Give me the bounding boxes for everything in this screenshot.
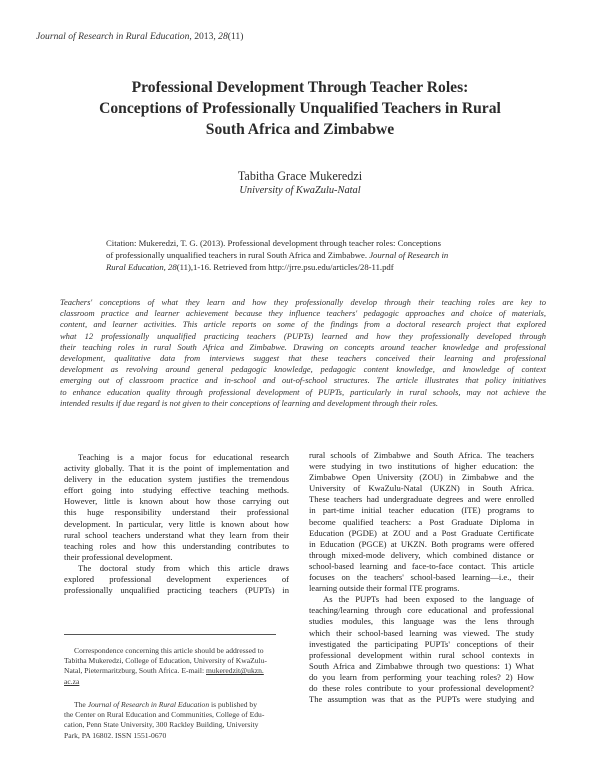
author-affiliation: University of KwaZulu-Natal xyxy=(239,185,361,196)
footnote-line: the Center on Rural Education and Communities, College of Edu- xyxy=(64,710,265,720)
body-line: do you learn from performing your teaching roles? 2) How xyxy=(309,671,534,682)
body-line: were studying in two institutions of higher education: the xyxy=(309,461,534,472)
body-line: The doctoral study from which this article draws xyxy=(78,562,289,573)
citation xyxy=(106,237,496,274)
body-column-left xyxy=(64,452,289,596)
body-line: However, little is known about how those carrying out xyxy=(64,496,289,507)
body-line: investigated the participating PUPTs' conceptions of their xyxy=(309,638,534,649)
abstract-line: development as revolving around general pedagogic knowledge, pedagogic content knowledge, and knowledge of context xyxy=(60,364,546,375)
footnote-line: Park, PA 16802. ISSN 1551-0670 xyxy=(64,730,167,740)
abstract-line: development, qualitative data from interviews suggest that these teachers conceived their learning and professional xyxy=(60,353,546,364)
body-line: development. In particular, very little is known about how xyxy=(64,518,289,529)
body-line: in part-time initial teacher education (ITE) programs to xyxy=(309,505,534,516)
abstract-line: Teachers' conceptions of what they learn and how they professionally develop through their teaching roles are key to xyxy=(60,297,546,307)
abstract xyxy=(60,297,546,409)
footnote-line xyxy=(64,700,276,710)
body-line: These teachers had undergraduate degrees and were enrolled xyxy=(309,494,534,505)
footnote-line xyxy=(64,677,276,687)
body-line: explored professional development experiences of xyxy=(64,574,289,585)
citation-line xyxy=(106,249,496,261)
body-line: As the PUPTs had been exposed to the language of xyxy=(323,594,534,605)
body-line: which their school-based learning was viewed. The study xyxy=(309,627,534,638)
footnote-divider xyxy=(64,634,276,635)
body-line: studies modules, this language was the lens through xyxy=(309,616,534,627)
journal-header xyxy=(36,31,243,42)
citation-journal-volume: Rural Education, 28 xyxy=(106,262,177,273)
email-link[interactable]: mukeredzit@ukzn. xyxy=(206,666,264,676)
body-line: activity globally. That it is the point of implementation and xyxy=(64,463,289,474)
title-line: Conceptions of Professionally Unqualified Teachers in Rural xyxy=(99,100,501,117)
footnote-journal-name: Journal of Research in Rural Education xyxy=(87,700,210,709)
body-line: focuses on the teachers' school-based learning—i.e., their xyxy=(309,572,534,583)
footnote-text: The xyxy=(74,700,88,709)
footnote-text: is published by xyxy=(209,700,258,709)
footnote-line: Tabitha Mukeredzi, College of Education, University of KwaZulu- xyxy=(64,656,267,666)
body-line: effort going into studying effective teaching methods. xyxy=(64,485,289,496)
body-line: South Africa and Zimbabwe through two questions: 1) What xyxy=(309,660,534,671)
body-line: rural schools of Zimbabwe and South Africa. The teachers xyxy=(309,450,534,460)
abstract-line: what 12 professionally unqualified practicing teachers (PUPTs) learned and how they professionally developed through xyxy=(60,330,546,341)
body-line: Teaching is a major focus for educational research xyxy=(78,452,289,462)
body-line: in Education (PGCE) at UKZN. Both programs were offered xyxy=(309,538,534,549)
body-column-right xyxy=(309,450,534,705)
citation-text: of professionally unqualified teachers in rural South Africa and Zimbabwe. xyxy=(106,250,370,261)
body-line: Zimbabwe Open University (ZOU) in Zimbabwe and the xyxy=(309,472,534,483)
email-link-continued[interactable]: ac.za xyxy=(64,676,80,686)
abstract-line: their teaching roles in rural South Africa and Zimbabwe. Drawing on concepts around teacher knowledge and professional xyxy=(60,341,546,352)
abstract-line: classroom practice and learner achievement because they influence teachers' pedagogic approaches and choice of materials, xyxy=(60,308,546,319)
body-line: learning outside their formal ITE programs. xyxy=(309,583,460,594)
body-line: through mixed-mode delivery, which combined distance or xyxy=(309,549,534,560)
footnote-text: Natal, Pietermaritzburg, South Africa. E-mail: xyxy=(64,666,206,676)
abstract-line: to enhance education quality through professional development of PUPTs, particularly in rural schools, may not achieve the xyxy=(60,386,546,397)
citation-text: (11),1-16. Retrieved from http://jrre.psu.edu/articles/28-11.pdf xyxy=(176,262,394,273)
journal-issue: (11) xyxy=(227,31,244,42)
footnote-line xyxy=(64,666,276,676)
body-line: University of KwaZulu-Natal (UKZN) in South Africa. xyxy=(309,483,534,494)
journal-name: Journal of Research in Rural Education xyxy=(36,31,190,42)
footnote-line: Correspondence concerning this article should be addressed to xyxy=(74,646,264,655)
journal-volume: 28 xyxy=(218,31,228,42)
citation-line xyxy=(106,261,496,273)
citation-line: Citation: Mukeredzi, T. G. (2013). Professional development through teacher roles: Conceptions xyxy=(106,238,442,248)
body-line: do these roles contribute to your professional development? xyxy=(309,682,534,693)
body-line: teaching/learning through core educational and professional xyxy=(309,605,534,616)
article-title xyxy=(60,77,540,140)
abstract-line: intended results if due regard is not given to their conceptions of learning and development through their roles. xyxy=(60,397,439,408)
citation-journal: Journal of Research in xyxy=(369,250,449,261)
correspondence-footnote xyxy=(64,646,276,687)
body-line: professionally unqualified practicing teachers (PUPTs) in xyxy=(64,585,289,596)
body-line: their professional development. xyxy=(64,551,173,562)
body-line: teaching roles and how this understanding contributes to xyxy=(64,540,289,551)
body-line: Education (PGDE) at ZOU and a Post Graduate Certificate xyxy=(309,527,534,538)
body-line: become qualified teachers: a Post Graduate Diploma in xyxy=(309,516,534,527)
body-line: school-based learning and face-to-face contact. This article xyxy=(309,560,534,571)
publisher-footnote xyxy=(64,700,276,741)
body-line: delivery in the education system justifies the tremendous xyxy=(64,474,289,485)
body-line: professional development within rural school contexts in xyxy=(309,649,534,660)
title-line: South Africa and Zimbabwe xyxy=(205,121,395,138)
journal-year: , 2013, xyxy=(189,31,219,42)
body-line: this huge responsibility understand their professional xyxy=(64,507,289,518)
author-name: Tabitha Grace Mukeredzi xyxy=(237,169,363,183)
body-line: The assumption was that as the PUPTs were studying and xyxy=(309,694,534,705)
body-line: rural school teachers understand what they learn from their xyxy=(64,529,289,540)
abstract-line: content, and learner activities. This article reports on some of the findings from a doctoral research project that explored xyxy=(60,319,546,330)
title-line: Professional Development Through Teacher Roles: xyxy=(131,79,469,96)
abstract-line: emerging out of classroom practice and in-school and out-of-school structures. The article illustrates that policy initiatives xyxy=(60,375,546,386)
footnote-line: cation, Penn State University, 300 Rackley Building, University xyxy=(64,720,259,730)
